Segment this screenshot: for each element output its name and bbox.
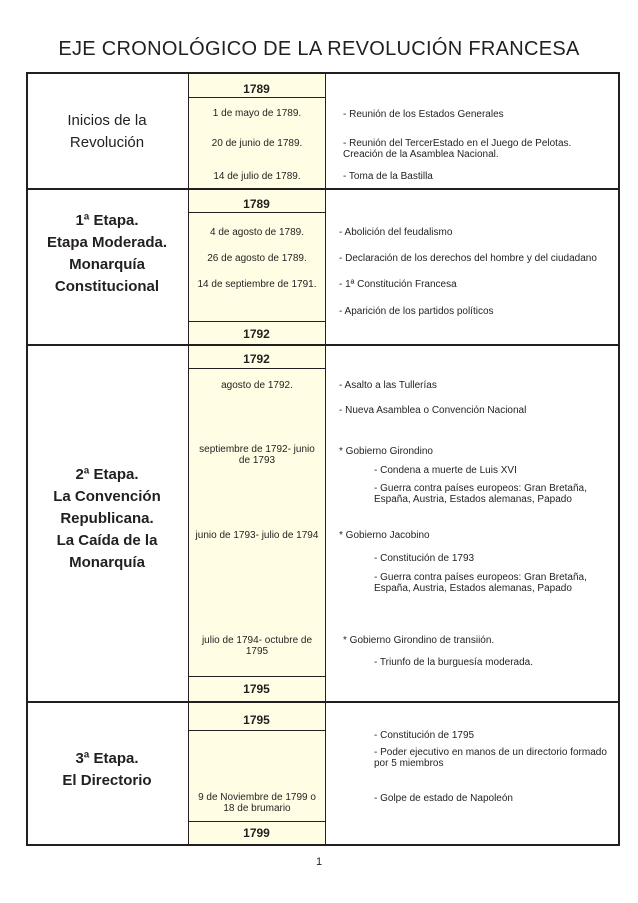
section-divider [26, 344, 620, 346]
stage-label-line: La Caída de la [56, 532, 158, 549]
stage-label-line: La Convención [53, 488, 161, 505]
stage-label-line: Revolución [69, 134, 145, 151]
year-label: 1799 [243, 826, 270, 840]
stage-label-line: Constitucional [54, 278, 160, 295]
event-description: - Poder ejecutivo en manos de un directorio formado [374, 747, 607, 758]
event-description: - Constitución de 1795 [374, 730, 475, 741]
event-description: * Gobierno Girondino [339, 446, 433, 457]
year-separator [188, 212, 325, 213]
event-description: - Toma de la Bastilla [343, 171, 433, 182]
event-description: - Aparición de los partidos políticos [339, 306, 494, 317]
event-description: Creación de la Asamblea Nacional. [343, 149, 499, 160]
stage-label [28, 210, 186, 298]
event-date: de 1793 [238, 455, 276, 466]
event-date: junio de 1793- julio de 1794 [195, 530, 319, 541]
event-date: 1 de mayo de 1789. [212, 108, 302, 119]
year-label: 1795 [243, 682, 270, 696]
event-description: - 1ª Constitución Francesa [339, 279, 457, 290]
section-divider [26, 188, 620, 190]
stage-label-line: 2ª Etapa. [75, 466, 139, 483]
event-description: - Reunión del TercerEstado en el Juego de Pelotas. [343, 138, 572, 149]
stage-label [28, 110, 186, 154]
year-label: 1789 [243, 197, 270, 211]
year-separator [188, 730, 325, 731]
year-separator [188, 97, 325, 98]
event-description: * Gobierno Jacobino [339, 530, 430, 541]
event-description: - Reunión de los Estados Generales [343, 109, 504, 120]
year-label: 1792 [243, 327, 270, 341]
event-description: - Nueva Asamblea o Convención Nacional [339, 405, 527, 416]
event-description: - Abolición del feudalismo [339, 227, 453, 238]
column-divider [325, 74, 326, 844]
event-description: - Constitución de 1793 [374, 553, 475, 564]
year-separator [188, 321, 325, 322]
stage-label-line: Monarquía [69, 554, 145, 571]
stage-label-line: 3ª Etapa. [75, 750, 139, 767]
stage-label-line: Etapa Moderada. [46, 234, 168, 251]
stage-label-line: El Directorio [62, 772, 152, 789]
event-date: 1795 [245, 646, 269, 657]
year-label: 1795 [243, 713, 270, 727]
event-description: - Condena a muerte de Luis XVI [374, 465, 517, 476]
year-label: 1792 [243, 352, 270, 366]
event-description: * Gobierno Girondino de transiión. [343, 635, 495, 646]
stage-label [28, 464, 186, 574]
event-date: 20 de junio de 1789. [211, 138, 303, 149]
event-date: 9 de Noviembre de 1799 o [198, 792, 316, 803]
event-date: 18 de brumario [223, 803, 291, 814]
section-divider [26, 701, 620, 703]
stage-label [28, 748, 186, 792]
event-date: 4 de agosto de 1789. [210, 227, 304, 238]
event-description: España, Austria, Estados alemanas, Papado [374, 583, 572, 594]
year-separator [188, 821, 325, 822]
event-description: - Guerra contra países europeos: Gran Bretaña, [374, 483, 587, 494]
event-date: 14 de septiembre de 1791. [197, 279, 317, 290]
event-description: España, Austria, Estados alemanas, Papado [374, 494, 572, 505]
year-label: 1789 [243, 82, 270, 96]
event-description: - Golpe de estado de Napoleón [374, 793, 513, 804]
event-date: agosto de 1792. [221, 380, 293, 391]
stage-label-line: Inicios de la [67, 112, 147, 129]
event-description: por 5 miembros [374, 758, 444, 769]
event-description: - Triunfo de la burguesía moderada. [374, 657, 533, 668]
page-title: EJE CRONOLÓGICO DE LA REVOLUCIÓN FRANCESA [58, 38, 580, 60]
event-description: - Asalto a las Tullerías [339, 380, 437, 391]
year-separator [188, 368, 325, 369]
page-number: 1 [315, 856, 323, 868]
event-date: julio de 1794- octubre de [201, 635, 313, 646]
event-description: - Declaración de los derechos del hombre y del ciudadano [339, 253, 597, 264]
event-description: - Guerra contra países europeos: Gran Bretaña, [374, 572, 587, 583]
stage-label-line: 1ª Etapa. [75, 212, 139, 229]
event-date: 14 de julio de 1789. [213, 171, 301, 182]
event-date: 26 de agosto de 1789. [207, 253, 307, 264]
event-date: septiembre de 1792- junio [199, 444, 315, 455]
stage-label-line: Monarquía [69, 256, 145, 273]
stage-label-line: Republicana. [60, 510, 154, 527]
year-separator [188, 676, 325, 677]
column-divider [188, 74, 189, 844]
